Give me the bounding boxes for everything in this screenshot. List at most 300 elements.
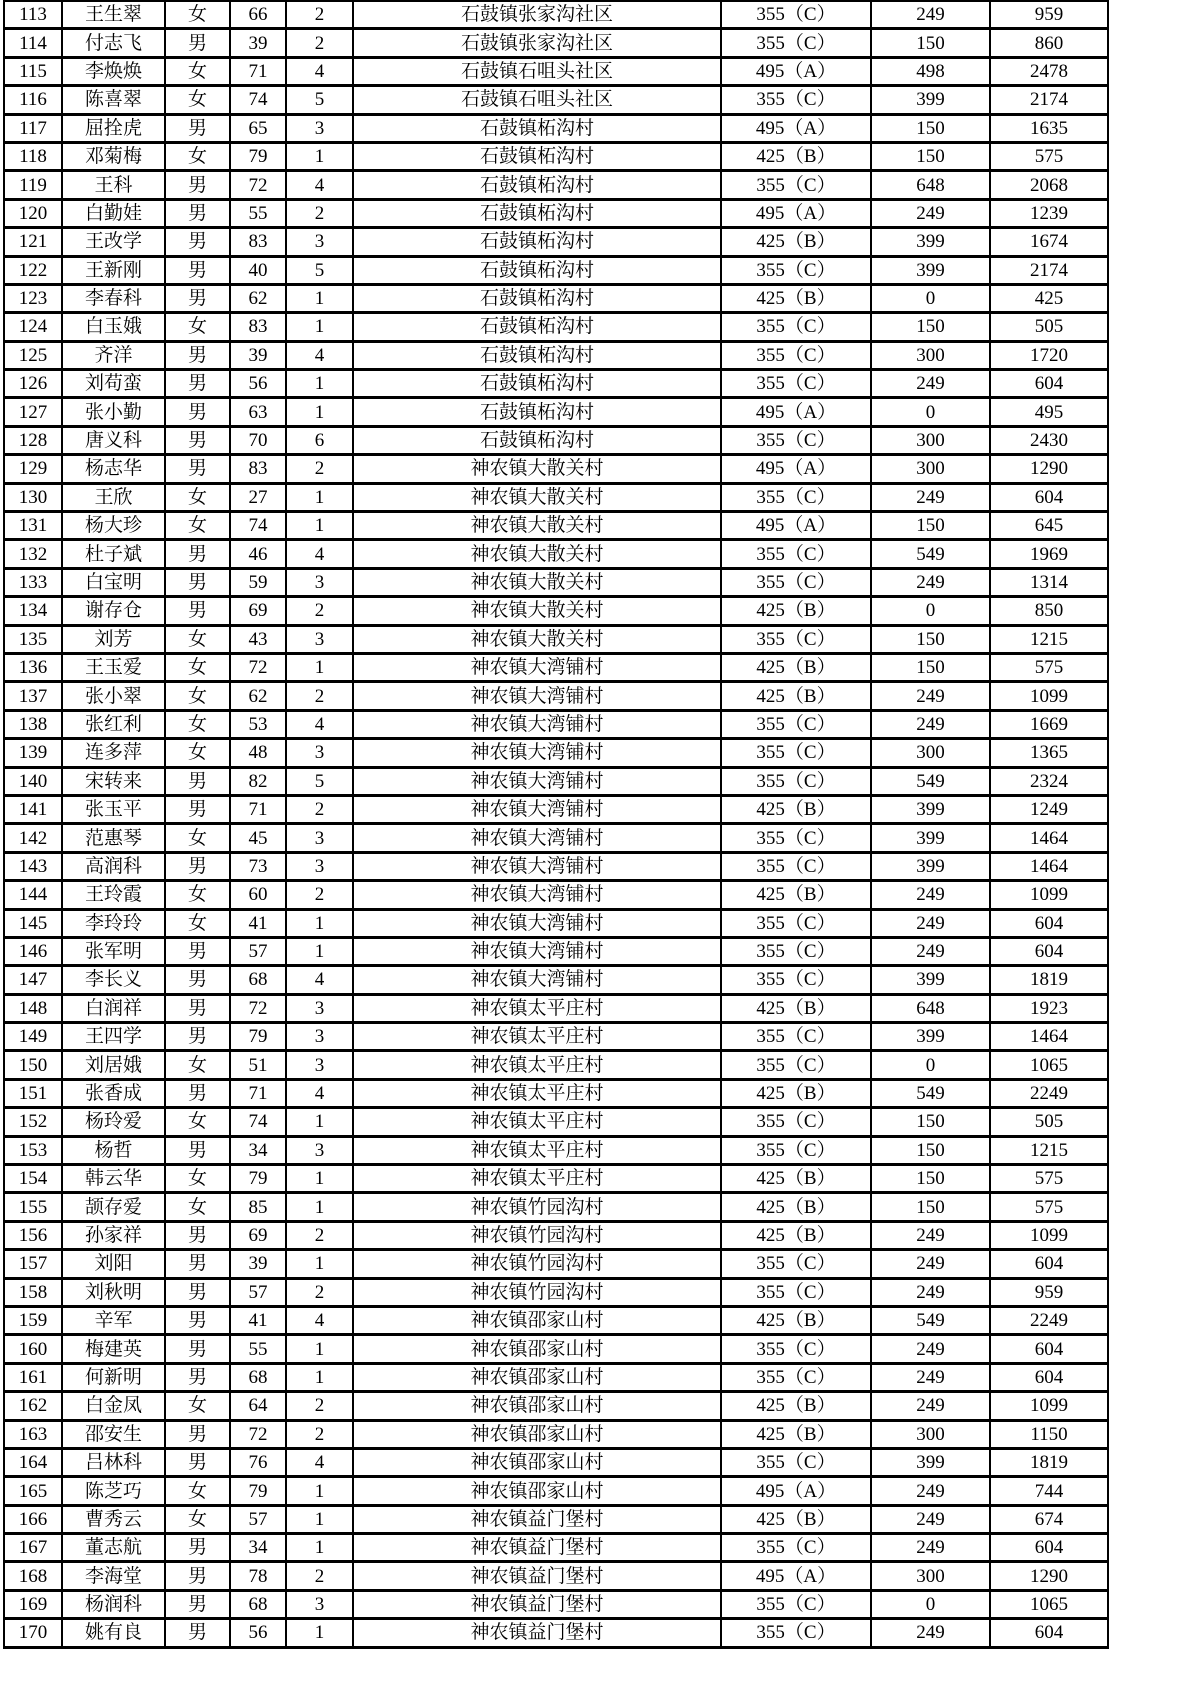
name-cell: 梅建英	[62, 1335, 165, 1363]
amount-cell: 498	[871, 57, 990, 85]
standard-cell: 425（B）	[721, 682, 871, 710]
row-number-cell: 166	[4, 1505, 62, 1533]
household-count-cell: 1	[286, 1477, 353, 1505]
age-cell: 79	[230, 1023, 286, 1051]
name-cell: 颉存爱	[62, 1193, 165, 1221]
age-cell: 46	[230, 540, 286, 568]
household-count-cell: 3	[286, 852, 353, 880]
village-cell: 神农镇大散关村	[353, 625, 721, 653]
table-row	[4, 142, 1108, 170]
gender-cell: 男	[165, 29, 230, 57]
gender-cell: 男	[165, 795, 230, 823]
gender-cell: 男	[165, 1079, 230, 1107]
amount-cell: 300	[871, 426, 990, 454]
name-cell: 刘阳	[62, 1250, 165, 1278]
age-cell: 83	[230, 455, 286, 483]
table-row	[4, 937, 1108, 965]
total-cell: 1099	[990, 881, 1108, 909]
name-cell: 白润祥	[62, 994, 165, 1022]
age-cell: 39	[230, 29, 286, 57]
row-number-cell: 122	[4, 256, 62, 284]
total-cell: 1464	[990, 1023, 1108, 1051]
name-cell: 白宝明	[62, 568, 165, 596]
household-count-cell: 2	[286, 1278, 353, 1306]
gender-cell: 女	[165, 1051, 230, 1079]
gender-cell: 女	[165, 1505, 230, 1533]
total-cell: 2324	[990, 767, 1108, 795]
household-count-cell: 4	[286, 1448, 353, 1476]
amount-cell: 249	[871, 1392, 990, 1420]
name-cell: 张军明	[62, 937, 165, 965]
gender-cell: 男	[165, 540, 230, 568]
total-cell: 1065	[990, 1051, 1108, 1079]
amount-cell: 249	[871, 1619, 990, 1647]
row-number-cell: 117	[4, 114, 62, 142]
standard-cell: 425（B）	[721, 142, 871, 170]
age-cell: 70	[230, 426, 286, 454]
amount-cell: 300	[871, 1420, 990, 1448]
gender-cell: 女	[165, 86, 230, 114]
age-cell: 74	[230, 512, 286, 540]
row-number-cell: 127	[4, 398, 62, 426]
total-cell: 1669	[990, 710, 1108, 738]
amount-cell: 300	[871, 1562, 990, 1590]
standard-cell: 355（C）	[721, 1448, 871, 1476]
beneficiary-table	[3, 0, 1109, 1649]
table-row	[4, 86, 1108, 114]
amount-cell: 249	[871, 881, 990, 909]
total-cell: 744	[990, 1477, 1108, 1505]
gender-cell: 男	[165, 1590, 230, 1618]
household-count-cell: 2	[286, 1221, 353, 1249]
name-cell: 李玲玲	[62, 909, 165, 937]
amount-cell: 249	[871, 682, 990, 710]
standard-cell: 355（C）	[721, 29, 871, 57]
gender-cell: 男	[165, 1363, 230, 1391]
row-number-cell: 163	[4, 1420, 62, 1448]
village-cell: 神农镇大散关村	[353, 568, 721, 596]
household-count-cell: 1	[286, 1193, 353, 1221]
amount-cell: 249	[871, 1250, 990, 1278]
household-count-cell: 5	[286, 256, 353, 284]
table-row	[4, 1079, 1108, 1107]
standard-cell: 425（B）	[721, 1193, 871, 1221]
amount-cell: 150	[871, 114, 990, 142]
gender-cell: 女	[165, 881, 230, 909]
age-cell: 71	[230, 1079, 286, 1107]
village-cell: 石鼓镇石咀头社区	[353, 57, 721, 85]
row-number-cell: 162	[4, 1392, 62, 1420]
household-count-cell: 3	[286, 1136, 353, 1164]
total-cell: 1464	[990, 852, 1108, 880]
village-cell: 神农镇益门堡村	[353, 1534, 721, 1562]
age-cell: 57	[230, 1505, 286, 1533]
total-cell: 604	[990, 370, 1108, 398]
name-cell: 李春科	[62, 284, 165, 312]
standard-cell: 355（C）	[721, 1590, 871, 1618]
gender-cell: 女	[165, 653, 230, 681]
total-cell: 674	[990, 1505, 1108, 1533]
total-cell: 604	[990, 483, 1108, 511]
age-cell: 69	[230, 1221, 286, 1249]
age-cell: 83	[230, 313, 286, 341]
amount-cell: 249	[871, 199, 990, 227]
village-cell: 石鼓镇张家沟社区	[353, 29, 721, 57]
gender-cell: 男	[165, 341, 230, 369]
row-number-cell: 167	[4, 1534, 62, 1562]
row-number-cell: 139	[4, 739, 62, 767]
gender-cell: 男	[165, 284, 230, 312]
table-row	[4, 1363, 1108, 1391]
name-cell: 刘芳	[62, 625, 165, 653]
total-cell: 604	[990, 1619, 1108, 1647]
row-number-cell: 145	[4, 909, 62, 937]
name-cell: 王玲霞	[62, 881, 165, 909]
village-cell: 神农镇邵家山村	[353, 1363, 721, 1391]
amount-cell: 150	[871, 512, 990, 540]
standard-cell: 425（B）	[721, 228, 871, 256]
table-row	[4, 653, 1108, 681]
table-row	[4, 1278, 1108, 1306]
village-cell: 神农镇大湾铺村	[353, 824, 721, 852]
village-cell: 神农镇竹园沟村	[353, 1221, 721, 1249]
age-cell: 66	[230, 1, 286, 29]
name-cell: 杨玲爱	[62, 1108, 165, 1136]
age-cell: 45	[230, 824, 286, 852]
table-row	[4, 597, 1108, 625]
amount-cell: 249	[871, 1221, 990, 1249]
village-cell: 神农镇大散关村	[353, 512, 721, 540]
gender-cell: 男	[165, 1534, 230, 1562]
household-count-cell: 2	[286, 1, 353, 29]
total-cell: 604	[990, 909, 1108, 937]
standard-cell: 425（B）	[721, 994, 871, 1022]
age-cell: 39	[230, 1250, 286, 1278]
standard-cell: 355（C）	[721, 1136, 871, 1164]
row-number-cell: 133	[4, 568, 62, 596]
standard-cell: 355（C）	[721, 625, 871, 653]
gender-cell: 男	[165, 1562, 230, 1590]
table-row	[4, 398, 1108, 426]
standard-cell: 355（C）	[721, 767, 871, 795]
standard-cell: 355（C）	[721, 1278, 871, 1306]
table-row	[4, 824, 1108, 852]
amount-cell: 399	[871, 86, 990, 114]
total-cell: 860	[990, 29, 1108, 57]
table-row	[4, 426, 1108, 454]
standard-cell: 355（C）	[721, 710, 871, 738]
row-number-cell: 135	[4, 625, 62, 653]
standard-cell: 425（B）	[721, 881, 871, 909]
table-row	[4, 852, 1108, 880]
row-number-cell: 149	[4, 1023, 62, 1051]
household-count-cell: 2	[286, 1562, 353, 1590]
village-cell: 神农镇大湾铺村	[353, 739, 721, 767]
total-cell: 1215	[990, 1136, 1108, 1164]
table-row	[4, 512, 1108, 540]
village-cell: 神农镇大散关村	[353, 483, 721, 511]
total-cell: 645	[990, 512, 1108, 540]
name-cell: 陈芝巧	[62, 1477, 165, 1505]
age-cell: 41	[230, 909, 286, 937]
total-cell: 604	[990, 937, 1108, 965]
gender-cell: 男	[165, 994, 230, 1022]
village-cell: 神农镇太平庄村	[353, 1165, 721, 1193]
amount-cell: 0	[871, 1590, 990, 1618]
name-cell: 李海堂	[62, 1562, 165, 1590]
gender-cell: 男	[165, 1619, 230, 1647]
total-cell: 1239	[990, 199, 1108, 227]
total-cell: 2174	[990, 256, 1108, 284]
gender-cell: 男	[165, 1136, 230, 1164]
gender-cell: 男	[165, 114, 230, 142]
gender-cell: 男	[165, 1278, 230, 1306]
standard-cell: 355（C）	[721, 1250, 871, 1278]
table-row	[4, 795, 1108, 823]
amount-cell: 399	[871, 824, 990, 852]
name-cell: 王四学	[62, 1023, 165, 1051]
row-number-cell: 156	[4, 1221, 62, 1249]
name-cell: 李焕焕	[62, 57, 165, 85]
name-cell: 杨哲	[62, 1136, 165, 1164]
age-cell: 85	[230, 1193, 286, 1221]
age-cell: 74	[230, 86, 286, 114]
name-cell: 范惠琴	[62, 824, 165, 852]
total-cell: 1150	[990, 1420, 1108, 1448]
age-cell: 68	[230, 1363, 286, 1391]
table-row	[4, 1193, 1108, 1221]
standard-cell: 425（B）	[721, 284, 871, 312]
standard-cell: 355（C）	[721, 1, 871, 29]
table-row	[4, 1505, 1108, 1533]
household-count-cell: 4	[286, 1079, 353, 1107]
standard-cell: 355（C）	[721, 86, 871, 114]
amount-cell: 399	[871, 795, 990, 823]
row-number-cell: 125	[4, 341, 62, 369]
village-cell: 神农镇益门堡村	[353, 1590, 721, 1618]
amount-cell: 549	[871, 1306, 990, 1334]
total-cell: 1099	[990, 682, 1108, 710]
standard-cell: 355（C）	[721, 256, 871, 284]
household-count-cell: 3	[286, 1051, 353, 1079]
household-count-cell: 3	[286, 1023, 353, 1051]
household-count-cell: 1	[286, 1335, 353, 1363]
amount-cell: 399	[871, 966, 990, 994]
table-row	[4, 767, 1108, 795]
name-cell: 邓菊梅	[62, 142, 165, 170]
standard-cell: 425（B）	[721, 653, 871, 681]
household-count-cell: 3	[286, 824, 353, 852]
row-number-cell: 143	[4, 852, 62, 880]
standard-cell: 355（C）	[721, 852, 871, 880]
village-cell: 石鼓镇柘沟村	[353, 313, 721, 341]
gender-cell: 男	[165, 426, 230, 454]
name-cell: 高润科	[62, 852, 165, 880]
village-cell: 神农镇大散关村	[353, 455, 721, 483]
age-cell: 55	[230, 1335, 286, 1363]
gender-cell: 女	[165, 909, 230, 937]
table-row	[4, 1221, 1108, 1249]
gender-cell: 女	[165, 313, 230, 341]
gender-cell: 女	[165, 1193, 230, 1221]
village-cell: 神农镇大湾铺村	[353, 795, 721, 823]
age-cell: 59	[230, 568, 286, 596]
total-cell: 604	[990, 1363, 1108, 1391]
gender-cell: 男	[165, 256, 230, 284]
village-cell: 石鼓镇柘沟村	[353, 426, 721, 454]
standard-cell: 355（C）	[721, 341, 871, 369]
standard-cell: 425（B）	[721, 1420, 871, 1448]
name-cell: 张小勤	[62, 398, 165, 426]
name-cell: 王科	[62, 171, 165, 199]
village-cell: 神农镇大散关村	[353, 597, 721, 625]
village-cell: 神农镇大湾铺村	[353, 966, 721, 994]
age-cell: 74	[230, 1108, 286, 1136]
table-row	[4, 1023, 1108, 1051]
gender-cell: 男	[165, 767, 230, 795]
gender-cell: 女	[165, 1477, 230, 1505]
total-cell: 1290	[990, 1562, 1108, 1590]
household-count-cell: 6	[286, 426, 353, 454]
standard-cell: 495（A）	[721, 512, 871, 540]
village-cell: 神农镇邵家山村	[353, 1335, 721, 1363]
household-count-cell: 1	[286, 1165, 353, 1193]
village-cell: 神农镇益门堡村	[353, 1505, 721, 1533]
age-cell: 72	[230, 653, 286, 681]
household-count-cell: 1	[286, 937, 353, 965]
age-cell: 48	[230, 739, 286, 767]
household-count-cell: 1	[286, 398, 353, 426]
gender-cell: 男	[165, 597, 230, 625]
table-row	[4, 1108, 1108, 1136]
standard-cell: 355（C）	[721, 966, 871, 994]
table-row	[4, 29, 1108, 57]
village-cell: 石鼓镇石咀头社区	[353, 86, 721, 114]
age-cell: 34	[230, 1136, 286, 1164]
name-cell: 张小翠	[62, 682, 165, 710]
gender-cell: 男	[165, 966, 230, 994]
table-row	[4, 1306, 1108, 1334]
name-cell: 张玉平	[62, 795, 165, 823]
amount-cell: 648	[871, 994, 990, 1022]
age-cell: 83	[230, 228, 286, 256]
standard-cell: 355（C）	[721, 1335, 871, 1363]
row-number-cell: 153	[4, 1136, 62, 1164]
row-number-cell: 129	[4, 455, 62, 483]
amount-cell: 300	[871, 455, 990, 483]
total-cell: 575	[990, 142, 1108, 170]
village-cell: 神农镇益门堡村	[353, 1619, 721, 1647]
row-number-cell: 120	[4, 199, 62, 227]
standard-cell: 355（C）	[721, 1023, 871, 1051]
village-cell: 石鼓镇柘沟村	[353, 199, 721, 227]
amount-cell: 399	[871, 228, 990, 256]
village-cell: 神农镇竹园沟村	[353, 1278, 721, 1306]
total-cell: 2249	[990, 1306, 1108, 1334]
amount-cell: 150	[871, 313, 990, 341]
village-cell: 石鼓镇柘沟村	[353, 171, 721, 199]
age-cell: 57	[230, 937, 286, 965]
village-cell: 石鼓镇柘沟村	[353, 142, 721, 170]
standard-cell: 425（B）	[721, 1505, 871, 1533]
household-count-cell: 3	[286, 228, 353, 256]
total-cell: 1249	[990, 795, 1108, 823]
row-number-cell: 169	[4, 1590, 62, 1618]
standard-cell: 355（C）	[721, 313, 871, 341]
amount-cell: 549	[871, 1079, 990, 1107]
standard-cell: 355（C）	[721, 426, 871, 454]
gender-cell: 男	[165, 1335, 230, 1363]
age-cell: 62	[230, 682, 286, 710]
total-cell: 1314	[990, 568, 1108, 596]
standard-cell: 355（C）	[721, 1051, 871, 1079]
age-cell: 68	[230, 1590, 286, 1618]
standard-cell: 495（A）	[721, 199, 871, 227]
age-cell: 27	[230, 483, 286, 511]
table-row	[4, 568, 1108, 596]
village-cell: 神农镇大湾铺村	[353, 710, 721, 738]
name-cell: 张红利	[62, 710, 165, 738]
household-count-cell: 2	[286, 29, 353, 57]
standard-cell: 425（B）	[721, 1392, 871, 1420]
total-cell: 1065	[990, 1590, 1108, 1618]
row-number-cell: 154	[4, 1165, 62, 1193]
age-cell: 71	[230, 795, 286, 823]
household-count-cell: 1	[286, 1108, 353, 1136]
total-cell: 505	[990, 313, 1108, 341]
table-row	[4, 540, 1108, 568]
name-cell: 邵安生	[62, 1420, 165, 1448]
standard-cell: 425（B）	[721, 1306, 871, 1334]
village-cell: 石鼓镇柘沟村	[353, 228, 721, 256]
standard-cell: 495（A）	[721, 398, 871, 426]
table-body	[4, 1, 1108, 1648]
household-count-cell: 1	[286, 142, 353, 170]
table-row	[4, 966, 1108, 994]
household-count-cell: 2	[286, 1420, 353, 1448]
name-cell: 白金凤	[62, 1392, 165, 1420]
age-cell: 60	[230, 881, 286, 909]
row-number-cell: 121	[4, 228, 62, 256]
household-count-cell: 1	[286, 1534, 353, 1562]
household-count-cell: 5	[286, 86, 353, 114]
total-cell: 1464	[990, 824, 1108, 852]
age-cell: 53	[230, 710, 286, 738]
name-cell: 董志航	[62, 1534, 165, 1562]
standard-cell: 425（B）	[721, 1221, 871, 1249]
village-cell: 神农镇邵家山村	[353, 1306, 721, 1334]
age-cell: 63	[230, 398, 286, 426]
age-cell: 76	[230, 1448, 286, 1476]
village-cell: 石鼓镇柘沟村	[353, 284, 721, 312]
amount-cell: 300	[871, 739, 990, 767]
household-count-cell: 1	[286, 370, 353, 398]
total-cell: 2249	[990, 1079, 1108, 1107]
name-cell: 王欣	[62, 483, 165, 511]
total-cell: 1720	[990, 341, 1108, 369]
amount-cell: 0	[871, 284, 990, 312]
household-count-cell: 3	[286, 114, 353, 142]
age-cell: 79	[230, 142, 286, 170]
table-row	[4, 199, 1108, 227]
age-cell: 79	[230, 1477, 286, 1505]
age-cell: 55	[230, 199, 286, 227]
standard-cell: 495（A）	[721, 455, 871, 483]
row-number-cell: 155	[4, 1193, 62, 1221]
village-cell: 神农镇太平庄村	[353, 1079, 721, 1107]
name-cell: 姚有良	[62, 1619, 165, 1647]
amount-cell: 150	[871, 1136, 990, 1164]
